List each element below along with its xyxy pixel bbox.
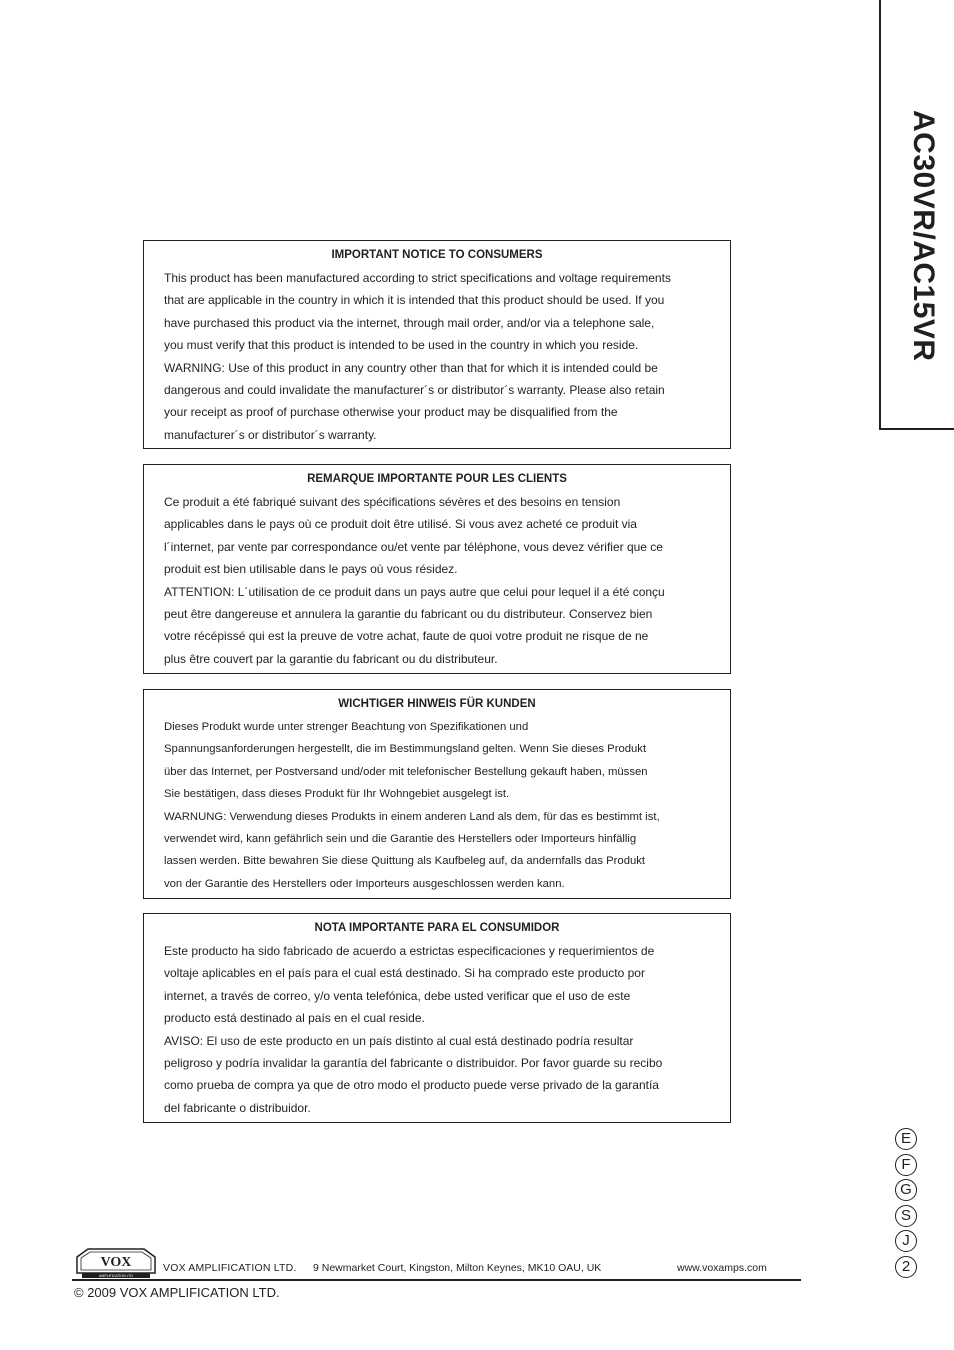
language-badge-japanese: J xyxy=(895,1230,917,1252)
copyright: © 2009 VOX AMPLIFICATION LTD. xyxy=(74,1285,280,1300)
notice-german xyxy=(143,689,731,899)
footer-address: 9 Newmarket Court, Kingston, Milton Keynes, MK10 OAU, UK xyxy=(313,1262,602,1274)
language-badge-english: E xyxy=(895,1128,917,1150)
language-badge-spanish: S xyxy=(895,1205,917,1227)
footer-website[interactable]: www.voxamps.com xyxy=(677,1262,767,1274)
footer-divider xyxy=(72,1279,801,1281)
notice-title: REMARQUE IMPORTANTE POUR LES CLIENTS xyxy=(307,473,567,485)
logo-wordmark: VOX xyxy=(100,1255,132,1270)
notice-body: Dieses Produkt wurde unter strenger Beachtung von Spezifikationen und Spannungsanforderungen hergestellt, die im Bestimmungsland gelten. Wenn Sie dieses Produkt über das Internet, per Postversand und/oder mit telefonischer Bestellung gekauft haben, müssen Sie bestätigen, dass dieses Produkt für Ihr Wohngebiet ausgelegt ist. WARNUNG: Verwendung dieses Produkts in einem anderen Land als dem, für das es bestimmt ist, verwendet wird, kann gefährlich sein und die Garantie des Herstellers oder Importeurs hinfällig lassen werden. Bitte bewahren Sie diese Quittung als Kaufbeleg auf, da andernfalls das Produkt von der Garantie des Herstellers oder Importeurs ausgeschlossen werden kann. xyxy=(164,721,660,890)
notice-title: IMPORTANT NOTICE TO CONSUMERS xyxy=(331,249,543,261)
notice-body: This product has been manufactured according to strict specifications and voltage requirements that are applicable in the country in which it is intended that this product should be used. If you have purchased this product via the internet, through mail order, and/or via a telephone sale, you must verify that this product is intended to be used in the country in which you reside. WARNING: Use of this product in any country other than that for which it is intended could be dangerous and could invalidate the manufacturer´s or distributor´s warranty. Please also retain your receipt as proof of purchase otherwise your product may be disqualified from the manufacturer´s or distributor´s warranty. xyxy=(164,271,671,442)
notice-body: Este producto ha sido fabricado de acuerdo a estrictas especificaciones y requerimientos de voltaje aplicables en el país para el cual está destinado. Si ha comprado este producto por internet, a través de correo, y/o venta telefónica, debe usted verificar que el uso de este producto está destinado al país en el cual reside. AVISO: El uso de este producto en un país distinto al cual está destinado podría resultar peligroso y podría invalidar la garantía del fabricante o distribuidor. Por favor guarde su recibo como prueba de compra ya que de otro modo el producto puede verse privado de la garantía del fabricante o distribuidor. xyxy=(164,944,663,1115)
language-badges xyxy=(895,1128,919,1281)
notice-english xyxy=(143,240,731,449)
language-badge-german: G xyxy=(895,1179,917,1201)
language-badge-page-number: 2 xyxy=(895,1256,917,1278)
language-badge-french: F xyxy=(895,1154,917,1176)
notice-french xyxy=(143,464,731,674)
notice-spanish xyxy=(143,913,731,1123)
notice-body: Ce produit a été fabriqué suivant des spécifications sévères et des besoins en tension applicables dans le pays où ce produit doit être utilisé. Si vous avez acheté ce produit via l´internet, par vente par correspondance ou/et vente par téléphone, vous devez vérifier que ce produit est bien utilisable dans le pays où vous résidez. ATTENTION: L´utilisation de ce produit dans un pays autre que celui pour lequel il a été conçu peut être dangereuse et annulera la garantie du fabricant ou du distributeur. Conservez bien votre récépissé qui est la preuve de votre achat, faute de quoi votre produit ne risque de ne plus être couvert par la garantie du fabricant ou du distributeur. xyxy=(164,495,665,666)
logo-subtext: AMPLIFICATION LTD xyxy=(99,1274,133,1279)
notice-title: NOTA IMPORTANTE PARA EL CONSUMIDOR xyxy=(314,922,560,934)
notice-title: WICHTIGER HINWEIS FÜR KUNDEN xyxy=(338,698,536,710)
vox-logo xyxy=(74,1243,158,1279)
model-title: AC30VR/AC15VR xyxy=(907,110,940,362)
footer-company: VOX AMPLIFICATION LTD. xyxy=(163,1262,297,1274)
